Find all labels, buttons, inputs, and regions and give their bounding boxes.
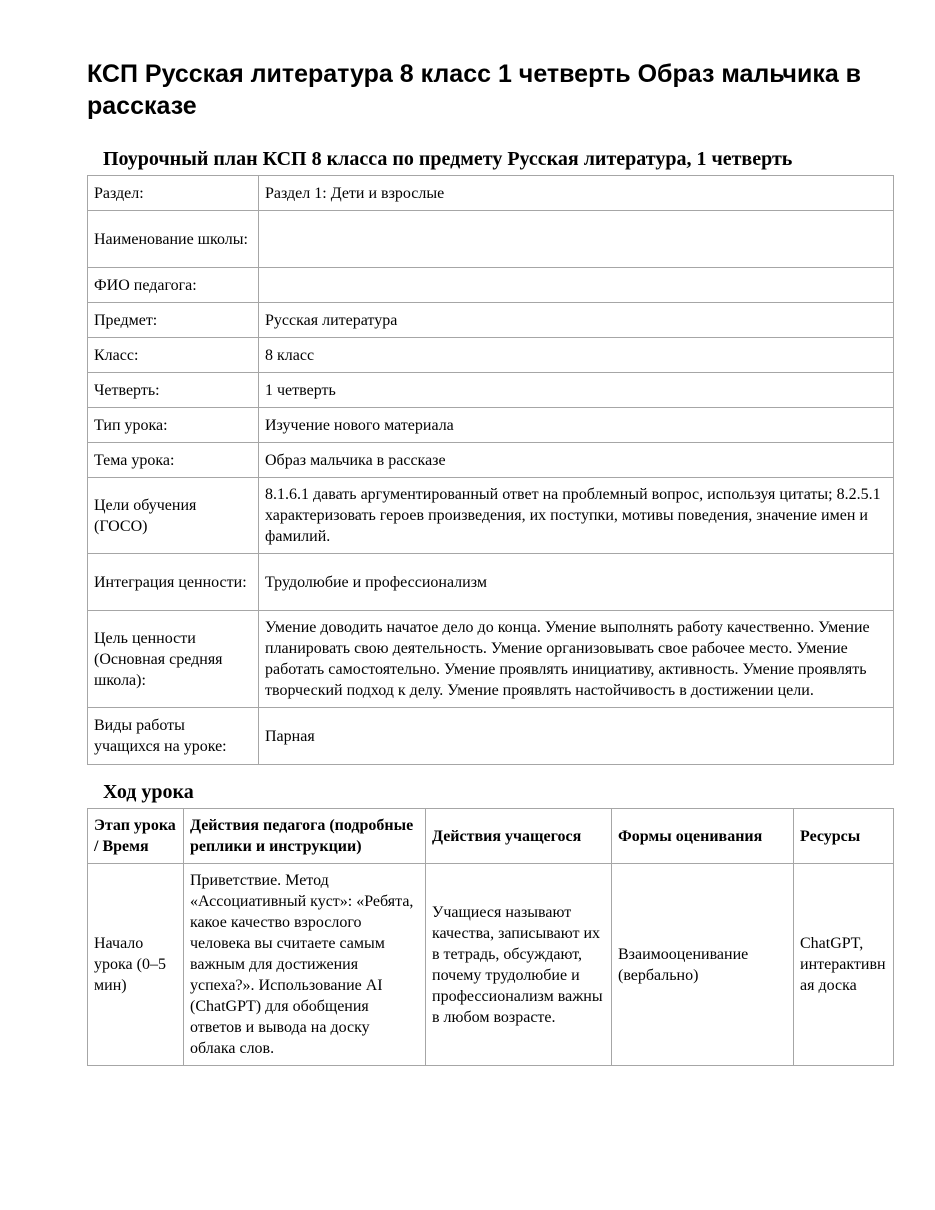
info-row-work-types — [88, 708, 894, 765]
info-row-school — [88, 211, 894, 268]
info-label: Цель ценности (Основная средняя школа): — [88, 611, 259, 708]
info-label: Предмет: — [88, 303, 259, 338]
info-row-quarter — [88, 373, 894, 408]
document-title: КСП Русская литература 8 класс 1 четверть Образ мальчика в рассказе — [87, 60, 862, 120]
info-row-grade — [88, 338, 894, 373]
info-row-section — [88, 176, 894, 211]
info-value: Русская литература — [259, 303, 894, 338]
lesson-flow-table — [87, 808, 894, 1066]
info-value — [259, 211, 894, 268]
info-label: Раздел: — [88, 176, 259, 211]
lesson-header-row — [88, 809, 894, 864]
info-label: Наименование школы: — [88, 211, 259, 268]
document-page — [87, 58, 893, 1066]
info-row-value-goal — [88, 611, 894, 708]
info-label: Тип урока: — [88, 408, 259, 443]
column-header: Формы оценивания — [612, 809, 794, 864]
info-label: Цели обучения (ГОСО) — [88, 478, 259, 554]
info-label: Виды работы учащихся на уроке: — [88, 708, 259, 765]
assessment-cell: Взаимооценивание (вербально) — [612, 864, 794, 1066]
column-header: Этап урока / Время — [88, 809, 184, 864]
lesson-row — [88, 864, 894, 1066]
info-value: Умение доводить начатое дело до конца. Умение выполнять работу качественно. Умение планировать свою деятельность. Умение организовывать свое рабочее место. Умение работать самостоятельно. Умение проявлять инициативу, активность. Умение проявлять творческий подход к делу. Умение проявлять настойчивость в достижении цели. — [259, 611, 894, 708]
info-value: Изучение нового материала — [259, 408, 894, 443]
lesson-flow-heading: Ход урока — [103, 781, 194, 803]
info-value: Трудолюбие и профессионализм — [259, 554, 894, 611]
column-header: Ресурсы — [794, 809, 894, 864]
info-value: Раздел 1: Дети и взрослые — [259, 176, 894, 211]
info-row-value-integration — [88, 554, 894, 611]
info-value: Образ мальчика в рассказе — [259, 443, 894, 478]
column-header: Действия учащегося — [426, 809, 612, 864]
info-value: 8 класс — [259, 338, 894, 373]
info-value: 1 четверть — [259, 373, 894, 408]
info-value: 8.1.6.1 давать аргументированный ответ на проблемный вопрос, используя цитаты; 8.2.5.1 характеризовать героев произведения, их поступки, мотивы поведения, значение имен и фамилий. — [259, 478, 894, 554]
info-value — [259, 268, 894, 303]
info-row-lesson-type — [88, 408, 894, 443]
lesson-info-table — [87, 175, 894, 765]
info-row-learning-goals — [88, 478, 894, 554]
info-label: ФИО педагога: — [88, 268, 259, 303]
column-header: Действия педагога (подробные реплики и инструкции) — [184, 809, 426, 864]
teacher-actions-cell: Приветствие. Метод «Ассоциативный куст»: «Ребята, какое качество взрослого человека вы считаете самым важным для достижения успеха?». Использование AI (ChatGPT) для обобщения ответов и вывода на доску облака слов. — [184, 864, 426, 1066]
student-actions-cell: Учащиеся называют качества, записывают их в тетрадь, обсуждают, почему трудолюбие и профессионализм важны в любом возрасте. — [426, 864, 612, 1066]
info-label: Интеграция ценности: — [88, 554, 259, 611]
info-row-subject — [88, 303, 894, 338]
stage-cell: Начало урока (0–5 мин) — [88, 864, 184, 1066]
info-row-teacher — [88, 268, 894, 303]
info-value: Парная — [259, 708, 894, 765]
plan-heading: Поурочный план КСП 8 класса по предмету Русская литература, 1 четверть — [103, 148, 793, 170]
info-label: Четверть: — [88, 373, 259, 408]
info-label: Тема урока: — [88, 443, 259, 478]
resources-cell: ChatGPT, интерактивная доска — [794, 864, 894, 1066]
info-row-lesson-topic — [88, 443, 894, 478]
info-label: Класс: — [88, 338, 259, 373]
